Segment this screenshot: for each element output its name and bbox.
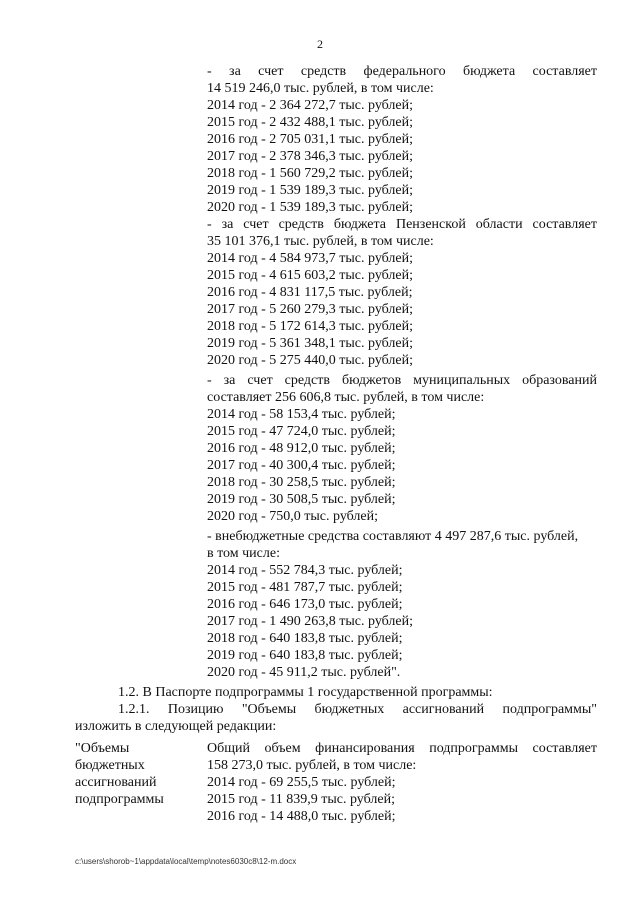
federal-year-line: 2017 год - 2 378 346,3 тыс. рублей; [207,149,414,164]
label-line: бюджетных [75,758,145,773]
label-line: подпрограммы [75,792,164,807]
municipal-year-line: 2020 год - 750,0 тыс. рублей; [207,509,379,524]
municipal-year-line: 2016 год - 48 912,0 тыс. рублей; [207,441,396,456]
regional-year-line: 2014 год - 4 584 973,7 тыс. рублей; [207,251,414,266]
section-1-2-1-line2: изложить в следующей редакции: [75,719,277,734]
municipal-year-line: 2018 год - 30 258,5 тыс. рублей; [207,475,396,490]
federal-year-line: 2016 год - 2 705 031,1 тыс. рублей; [207,132,414,147]
section-1-2-1-line1: 1.2.1. Позицию "Объемы бюджетных ассигнований подпрограммы" [118,702,597,717]
federal-intro-line2: 14 519 246,0 тыс. рублей, в том числе: [207,81,434,96]
table-value-cell [207,740,597,825]
table-year-line: 2016 год - 14 488,0 тыс. рублей; [207,809,396,824]
regional-year-line: 2017 год - 5 260 279,3 тыс. рублей; [207,302,414,317]
label-line: "Объемы [75,741,130,756]
regional-year-line: 2015 год - 4 615 603,2 тыс. рублей; [207,268,414,283]
federal-year-line: 2019 год - 1 539 189,3 тыс. рублей; [207,183,414,198]
regional-intro-line1: - за счет средств бюджета Пензенской области составляет [207,217,597,232]
page-number: 2 [317,37,323,51]
total-line2: 158 273,0 тыс. рублей, в том числе: [207,758,417,773]
regional-year-line: 2019 год - 5 361 348,1 тыс. рублей; [207,336,414,351]
municipal-year-line: 2019 год - 30 508,5 тыс. рублей; [207,492,396,507]
table-year-line: 2015 год - 11 839,9 тыс. рублей; [207,792,395,807]
municipal-year-line: 2015 год - 47 724,0 тыс. рублей; [207,424,396,439]
extrabudget-year-line: 2019 год - 640 183,8 тыс. рублей; [207,648,403,663]
extrabudget-block [207,528,597,681]
federal-year-line: 2014 год - 2 364 272,7 тыс. рублей; [207,98,414,113]
federal-intro-line1: - за счет средств федерального бюджета составляет [207,64,597,79]
section-1-2-1-cont [75,718,597,735]
extrabudget-year-line: 2015 год - 481 787,7 тыс. рублей; [207,580,403,595]
federal-year-line: 2018 год - 1 560 729,2 тыс. рублей; [207,166,414,181]
table-label-cell [75,740,205,808]
table-year-line: 2014 год - 69 255,5 тыс. рублей; [207,775,396,790]
municipal-intro-line2: составляет 256 606,8 тыс. рублей, в том числе: [207,390,485,405]
extrabudget-year-line: 2016 год - 646 173,0 тыс. рублей; [207,597,403,612]
extrabudget-year-line: 2017 год - 1 490 263,8 тыс. рублей; [207,614,414,629]
extrabudget-intro-line1: - внебюджетные средства составляют 4 497 287,6 тыс. рублей, [207,529,579,544]
extrabudget-year-line: 2020 год - 45 911,2 тыс. рублей". [207,665,401,680]
total-line1: Общий объем финансирования подпрограммы составляет [207,741,597,756]
regional-year-line: 2020 год - 5 275 440,0 тыс. рублей; [207,353,414,368]
label-line: ассигнований [75,775,157,790]
municipal-budget-block [207,372,597,525]
regional-intro-line2: 35 101 376,1 тыс. рублей, в том числе: [207,234,434,249]
extrabudget-year-line: 2018 год - 640 183,8 тыс. рублей; [207,631,403,646]
municipal-intro-line1: - за счет средств бюджетов муниципальных образований [207,373,597,388]
extrabudget-intro-line2: в том числе: [207,546,280,561]
footer-file-path: c:\users\shorob~1\appdata\local\temp\notes6030c8\12-m.docx [75,857,297,866]
municipal-year-line: 2014 год - 58 153,4 тыс. рублей; [207,407,396,422]
federal-budget-block [207,63,597,216]
section-1-2 [75,684,597,718]
section-1-2-heading: 1.2. В Паспорте подпрограммы 1 государственной программы: [118,685,493,700]
regional-year-line: 2018 год - 5 172 614,3 тыс. рублей; [207,319,414,334]
regional-year-line: 2016 год - 4 831 117,5 тыс. рублей; [207,285,413,300]
federal-year-line: 2015 год - 2 432 488,1 тыс. рублей; [207,115,414,130]
extrabudget-year-line: 2014 год - 552 784,3 тыс. рублей; [207,563,403,578]
regional-budget-block [207,216,597,369]
federal-year-line: 2020 год - 1 539 189,3 тыс. рублей; [207,200,414,215]
municipal-year-line: 2017 год - 40 300,4 тыс. рублей; [207,458,396,473]
